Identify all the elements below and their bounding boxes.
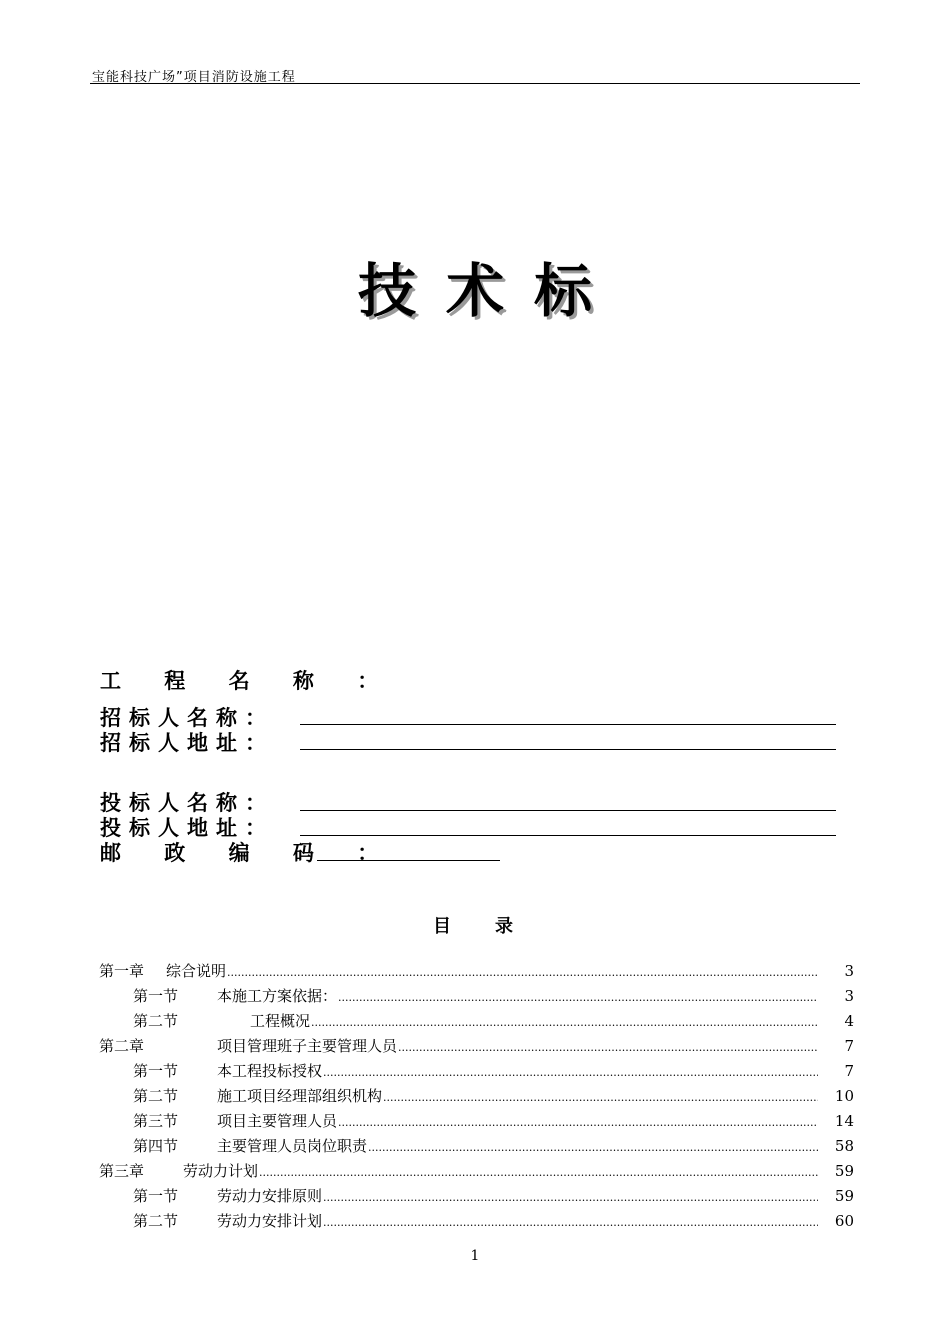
toc-leader xyxy=(398,1035,818,1060)
toc-leader xyxy=(368,1135,818,1160)
toc-entry-text xyxy=(217,1134,818,1160)
toc-entry[interactable] xyxy=(0,1209,950,1234)
toc-entry[interactable] xyxy=(0,1109,950,1134)
field-project-name xyxy=(100,667,396,693)
document-title: 技术标 xyxy=(357,257,622,325)
toc-title: 项目主要管理人员 xyxy=(217,1112,338,1130)
toc-page-number: 60 xyxy=(834,1212,854,1230)
toc-entry[interactable] xyxy=(0,1159,950,1184)
toc-title: 主要管理人员岗位职责 xyxy=(217,1137,368,1155)
toc-heading: 目录 xyxy=(433,916,557,937)
field-label: 邮 政 编 码 ： xyxy=(100,841,397,865)
toc-page-number: 3 xyxy=(844,962,854,980)
toc-entry-text xyxy=(217,1184,818,1210)
toc-page-number: 10 xyxy=(834,1087,854,1105)
toc-entry-text xyxy=(217,1109,818,1135)
toc-title: 本施工方案依据： xyxy=(217,987,338,1005)
toc-page-number: 7 xyxy=(844,1037,854,1055)
field-tenderee-name xyxy=(100,704,274,730)
toc-entry-text xyxy=(183,1159,818,1185)
toc-leader xyxy=(338,1110,818,1135)
toc-number: 第三节 xyxy=(133,1112,179,1130)
table-of-contents xyxy=(0,959,950,1234)
toc-entry[interactable] xyxy=(0,1009,950,1034)
toc-page-number: 14 xyxy=(834,1112,854,1130)
toc-entry-text xyxy=(217,1209,818,1235)
toc-title: 劳动力安排计划 xyxy=(217,1212,323,1230)
toc-page-number: 59 xyxy=(834,1187,854,1205)
toc-entry-text xyxy=(250,1009,818,1035)
page-number: 1 xyxy=(470,1248,480,1264)
toc-number: 第一章 xyxy=(99,962,145,980)
toc-title: 项目管理班子主要管理人员 xyxy=(217,1037,398,1055)
toc-entry[interactable] xyxy=(0,1134,950,1159)
toc-leader xyxy=(383,1085,818,1110)
toc-title: 劳动力安排原则 xyxy=(217,1187,323,1205)
toc-entry-text xyxy=(217,1059,818,1085)
toc-page-number: 58 xyxy=(834,1137,854,1155)
toc-entry-text xyxy=(166,959,818,985)
toc-leader xyxy=(323,1060,818,1085)
field-label: 招标人名称： xyxy=(100,706,274,730)
toc-number: 第二节 xyxy=(133,1012,179,1030)
toc-title: 本工程投标授权 xyxy=(217,1062,323,1080)
toc-entry[interactable] xyxy=(0,959,950,984)
running-header: 宝能科技广场”项目消防设施工程 xyxy=(92,70,296,85)
field-label: 工 程 名 称 ： xyxy=(100,669,397,693)
field-postal-code xyxy=(100,839,396,865)
fill-in-line[interactable] xyxy=(300,835,836,836)
toc-leader xyxy=(311,1010,818,1035)
field-tenderee-address xyxy=(100,729,274,755)
toc-leader xyxy=(323,1210,818,1235)
fill-in-line[interactable] xyxy=(317,860,500,861)
toc-title: 工程概况 xyxy=(250,1012,311,1030)
field-bidder-address xyxy=(100,814,274,840)
toc-entry[interactable] xyxy=(0,1084,950,1109)
toc-number: 第二节 xyxy=(133,1087,179,1105)
toc-number: 第一节 xyxy=(133,1187,179,1205)
toc-number: 第二章 xyxy=(99,1037,145,1055)
toc-leader xyxy=(227,960,818,985)
toc-entry-text xyxy=(217,1034,818,1060)
toc-page-number: 3 xyxy=(844,987,854,1005)
toc-title: 综合说明 xyxy=(166,962,227,980)
toc-entry[interactable] xyxy=(0,984,950,1009)
toc-number: 第三章 xyxy=(99,1162,145,1180)
fill-in-line[interactable] xyxy=(300,724,836,725)
toc-entry[interactable] xyxy=(0,1184,950,1209)
toc-title: 施工项目经理部组织机构 xyxy=(217,1087,383,1105)
fill-in-line[interactable] xyxy=(300,749,836,750)
toc-leader xyxy=(323,1185,818,1210)
header-divider xyxy=(90,83,860,84)
toc-number: 第二节 xyxy=(133,1212,179,1230)
toc-page-number: 59 xyxy=(834,1162,854,1180)
field-bidder-name xyxy=(100,789,274,815)
toc-page-number: 7 xyxy=(844,1062,854,1080)
field-label: 投标人名称： xyxy=(100,791,274,815)
toc-entry[interactable] xyxy=(0,1059,950,1084)
toc-title: 劳动力计划 xyxy=(183,1162,259,1180)
toc-leader xyxy=(338,985,818,1010)
fill-in-line[interactable] xyxy=(300,810,836,811)
toc-entry-text xyxy=(217,984,818,1010)
toc-number: 第四节 xyxy=(133,1137,179,1155)
toc-entry-text xyxy=(217,1084,818,1110)
field-label: 招标人地址： xyxy=(100,731,274,755)
toc-leader xyxy=(259,1160,818,1185)
toc-entry[interactable] xyxy=(0,1034,950,1059)
toc-number: 第一节 xyxy=(133,1062,179,1080)
toc-page-number: 4 xyxy=(844,1012,854,1030)
toc-number: 第一节 xyxy=(133,987,179,1005)
field-label: 投标人地址： xyxy=(100,816,274,840)
